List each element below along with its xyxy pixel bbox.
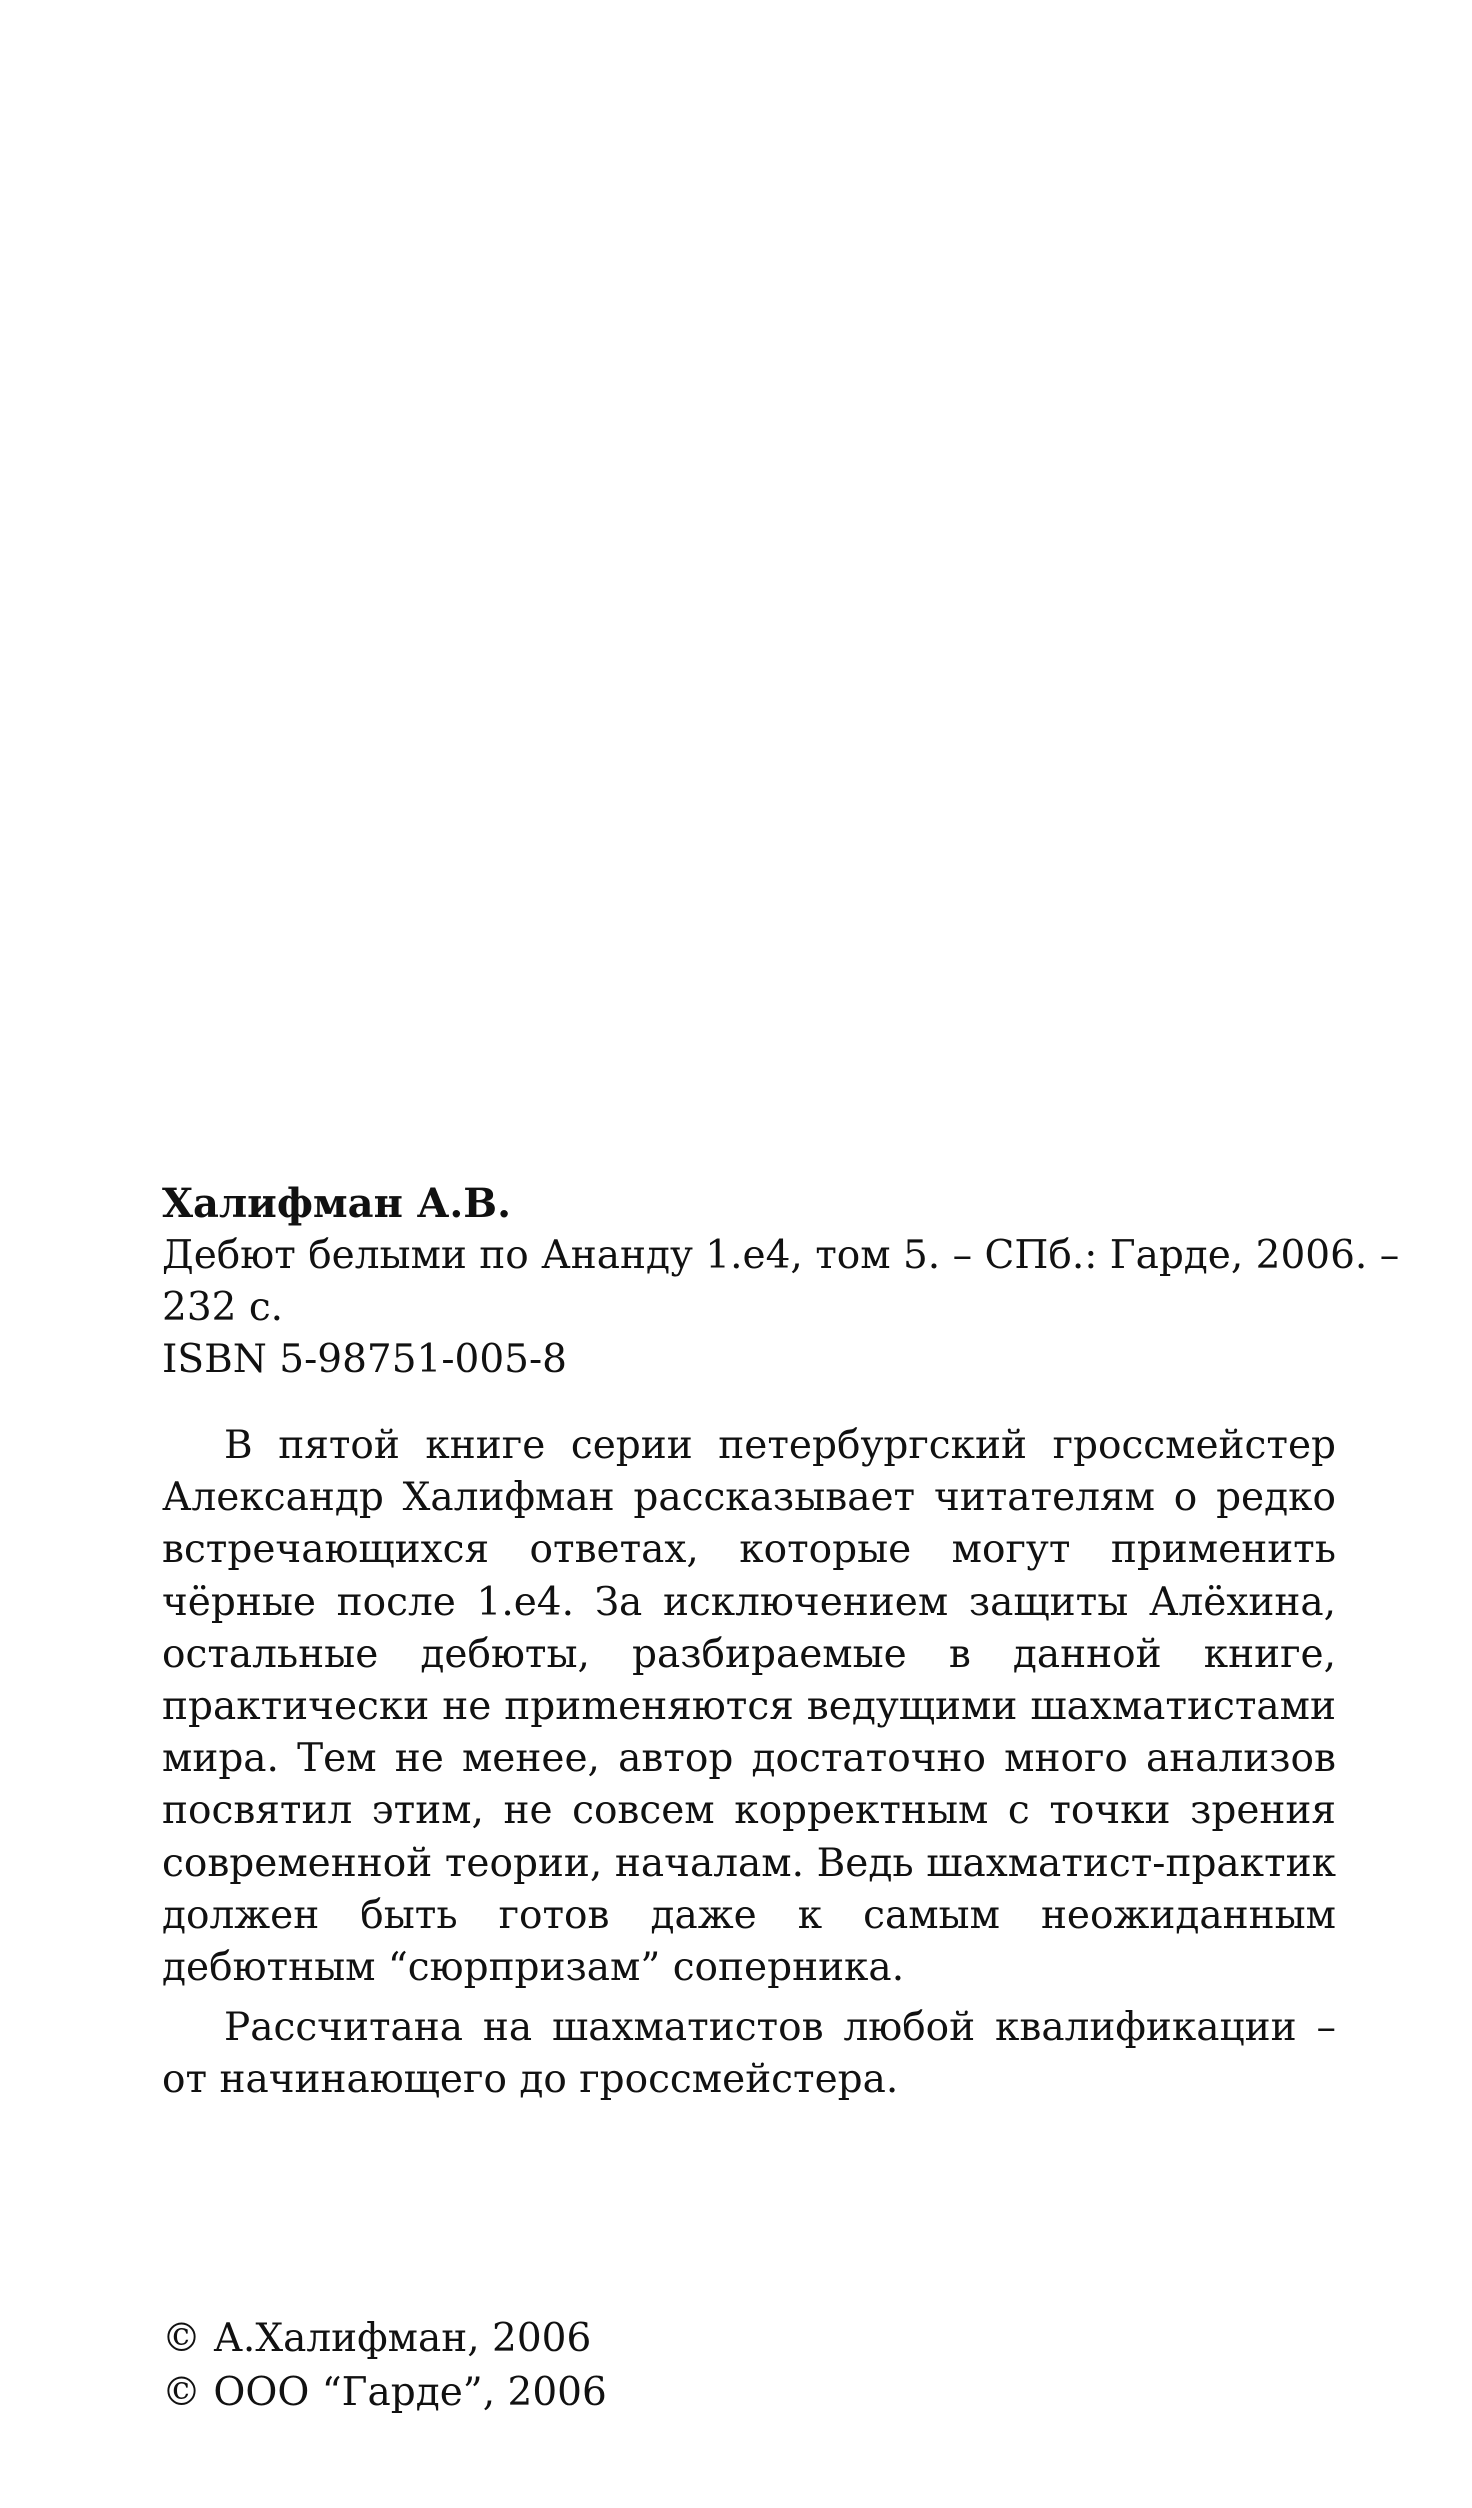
author-heading: Халифман А.В.: [162, 1180, 512, 1227]
annotation-paragraph: Рассчитана на шахматистов любой квалификации – от начинающего до гроссмейстера.: [162, 2005, 1336, 2103]
annotation-paragraph: В пятой книге серии петербургский гроссмейстер Александр Халифман рассказывает читателям о редко встречающихся ответах, которые могут применить чёрные после 1.е4. За исключением защиты Алёхина, остальные дебюты, разбираемые в данной книге, практически не приmеняются ведущими шахматистами мира. Тем не менее, автор достаточно много анализов посвятил этим, не совсем корректным с точки зрения современной теории, началам. Ведь шахматист-практик должен быть готов даже к самым неожиданным дебютным “сюрпризам” соперника.: [162, 1423, 1336, 1991]
copyright-publisher: © ООО “Гарде”, 2006: [162, 2370, 607, 2415]
copyright-author: © А.Халифман, 2006: [162, 2316, 592, 2361]
title-publication-line: Дебют белыми по Ананду 1.е4, том 5. – СПб.: Гарде, 2006. –: [162, 1233, 1400, 1278]
annotation: [162, 1420, 1336, 2107]
copyright-block: [162, 2312, 607, 2420]
bibliographic-record: [162, 1178, 1400, 1386]
page-count: 232 с.: [162, 1285, 284, 1330]
isbn: ISBN 5-98751-005-8: [162, 1337, 567, 1382]
